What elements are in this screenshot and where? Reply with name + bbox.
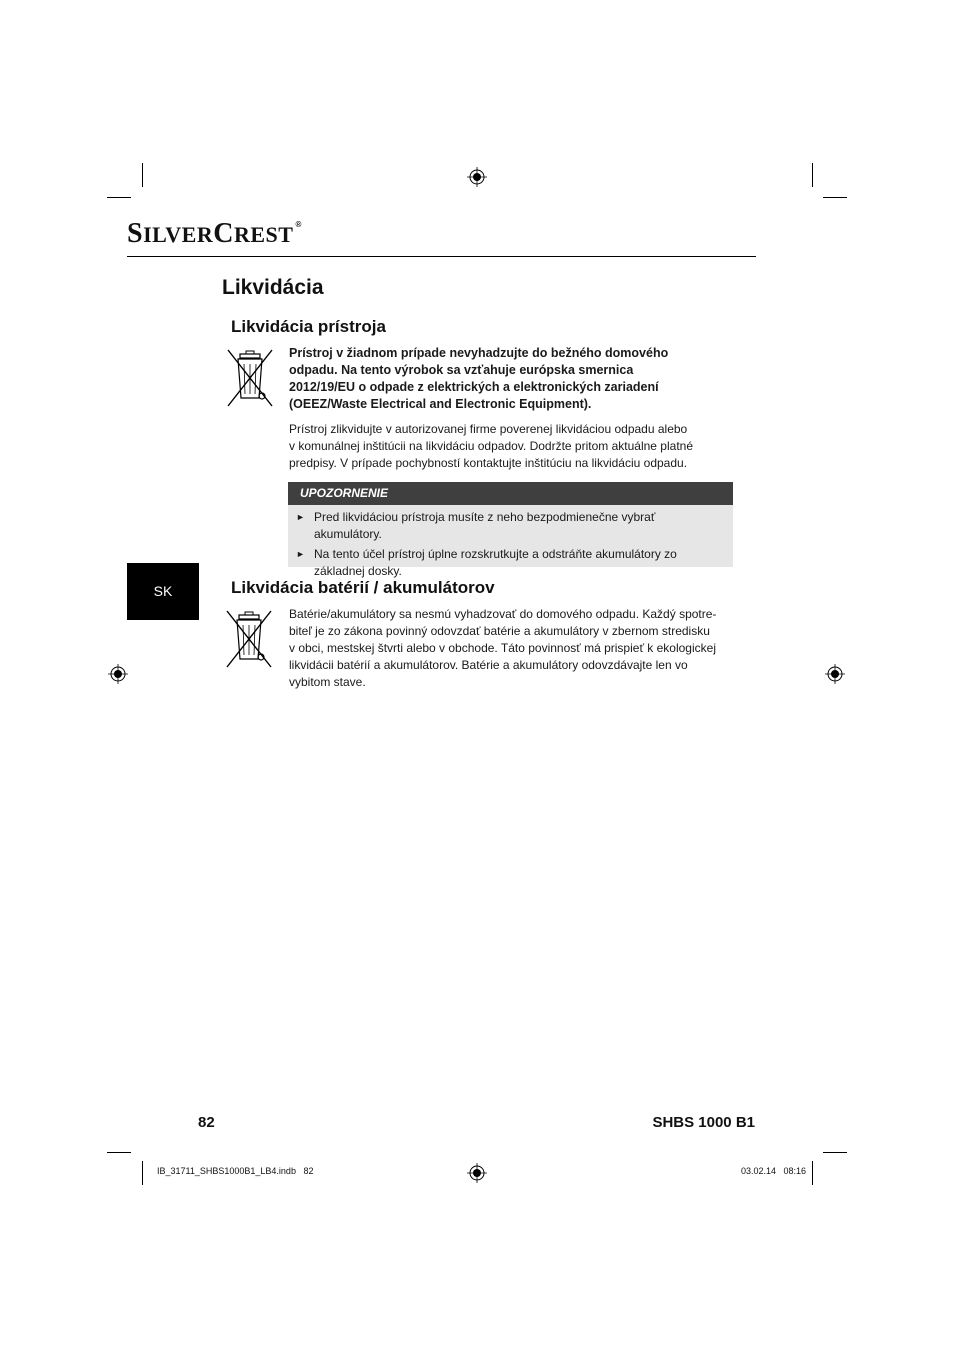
list-item: ► Na tento účel prístroj úplne rozskrutkujte a odstráňte akumulátory zo základnej dosky. xyxy=(296,547,677,578)
language-tab: SK xyxy=(127,563,199,620)
crossed-out-bin-icon xyxy=(224,346,276,410)
registration-mark-icon xyxy=(825,664,845,684)
crop-mark xyxy=(107,1152,131,1153)
registration-mark-icon xyxy=(108,664,128,684)
arrow-bullet-icon: ► xyxy=(296,549,305,559)
crop-mark xyxy=(142,163,143,187)
crop-mark xyxy=(812,163,813,187)
registration-mark-icon xyxy=(467,1163,487,1183)
slug-date-info: 03.02.14 08:16 xyxy=(740,1166,806,1176)
battery-disposal-body-text: Batérie/akumulátory sa nesmú vyhadzovať do domového odpadu. Každý spotre- biteľ je zo zákona povinný odovzdať batérie a akumulátory v zbernom stredisku v obci, mestskej štvrti alebo v obchode. Táto povinnosť má prispieť k ekologickej likvidácii batérií a akumulátorov. Batérie a akumulátory odovzdávajte len vo vybitom stave. xyxy=(289,607,717,689)
warning-title: UPOZORNENIE xyxy=(288,482,733,505)
crop-mark xyxy=(823,1152,847,1153)
warning-list xyxy=(288,505,733,580)
page-title: Likvidácia xyxy=(222,276,324,299)
crossed-out-bin-icon xyxy=(223,607,275,671)
device-disposal-warning-text: Prístroj v žiadnom prípade nevyhadzujte do bežného domového odpadu. Na tento výrobok sa vzťahuje európska smernica 2012/19/EU o odpade z elektrických a elektronických zariadení (OEEZ/Waste Electrical and Electronic Equipment). xyxy=(289,346,669,411)
crop-mark xyxy=(107,197,131,198)
crop-mark xyxy=(142,1161,143,1185)
model-number: SHBS 1000 B1 xyxy=(652,1114,755,1131)
crop-mark xyxy=(812,1161,813,1185)
header-rule xyxy=(127,256,756,257)
page-number: 82 xyxy=(198,1114,215,1131)
registration-mark-icon xyxy=(467,167,487,187)
section-heading-device-disposal: Likvidácia prístroja xyxy=(231,317,386,336)
silvercrest-logo: SILVERCREST ® xyxy=(127,218,302,249)
list-item: ► Pred likvidáciou prístroja musíte z neho bezpodmienečne vybrať akumulátory. xyxy=(296,510,656,541)
slug-file-info: IB_31711_SHBS1000B1_LB4.indb 82 xyxy=(157,1166,314,1176)
warning-box xyxy=(288,482,733,578)
arrow-bullet-icon: ► xyxy=(296,512,305,522)
device-disposal-body-text: Prístroj zlikvidujte v autorizovanej firme poverenej likvidáciou odpadu alebo v komunálnej inštitúcii na likvidáciu odpadov. Dodržte pritom aktuálne platné predpisy. V prípade pochybností kontaktujte inštitúciu na likvidáciu odpadu. xyxy=(289,422,693,470)
section-heading-battery-disposal: Likvidácia batérií / akumulátorov xyxy=(231,578,495,597)
crop-mark xyxy=(823,197,847,198)
